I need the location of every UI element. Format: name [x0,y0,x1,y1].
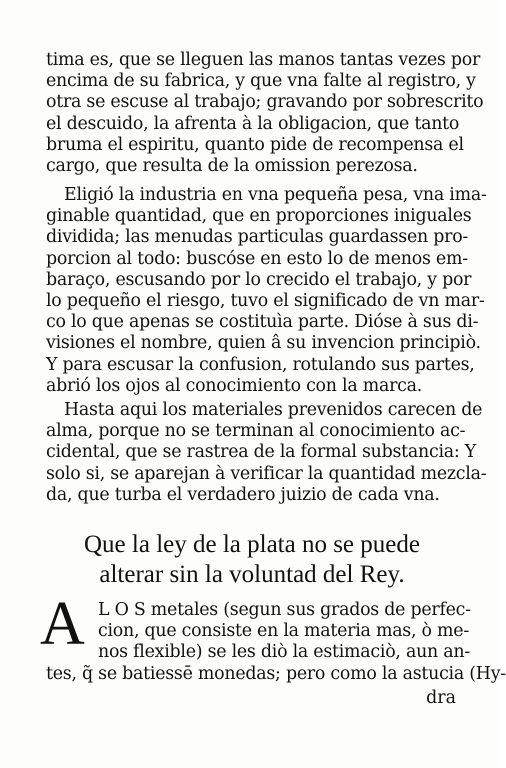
catchword: dra [426,688,456,708]
text-line: el descuido, la afrenta à la obligacion, que tanto [46,113,460,134]
section-heading [40,530,464,590]
text-line: encima de su fabrica, y que vna falte al registro, y [46,71,476,92]
text-line: cidental, que se rastrea de la formal substancia: Y [46,442,476,463]
text-line: ginable quantidad, que en proporciones iniguales [46,206,472,227]
paragraph-3 [46,400,487,506]
text-line: Y para escusar la confusion, rotulando sus partes, [46,354,475,375]
heading-line: Que la ley de la plata no se puede [84,531,420,558]
text-line: Eligió la industria en vna pequeña pesa, vna ima- [64,185,487,205]
text-line: otra se escuse al trabajo; gravando por sobrescrito [46,92,484,113]
text-line: lo pequeño el riesgo, tuvo el significado de vn mar- [46,290,485,311]
text-line: L O S metales (segun sus grados de perfec- [98,600,471,620]
heading-line: alterar sin la voluntad del Rey. [99,561,405,588]
text-line: bruma el espiritu, quanto pide de recompensa el [46,134,464,155]
text-line: tima es, que se lleguen las manos tantas vezes por [46,50,481,70]
text-line: dividida; las menudas particulas guardassen pro- [46,227,469,248]
text-line: solo si, se aparejan à verificar la quantidad mezcla- [46,463,487,484]
drop-cap: A [40,590,85,658]
paragraph-4 [46,600,506,685]
text-line: tes, q̃ se batiessē monedas; pero como la astucia (Hy- [46,663,506,684]
text-line: baraço, escusando por lo crecido el trabajo, y por [46,269,472,290]
paragraph-2 [46,185,487,397]
text-line: porcion al todo: buscóse en esto lo de menos em- [46,248,468,269]
text-line: co lo que apenas se costituìa parte. Dióse à sus di- [46,312,479,333]
text-line: abrió los ojos al conocimiento con la marca. [46,375,423,396]
text-line: alma, porque no se terminan al conocimiento ac- [46,421,466,442]
text-line: da, que turba el verdadero juizio de cada vna. [46,484,440,505]
paragraph-1 [46,50,484,177]
text-line: cargo, que resulta de la omission perezosa. [46,155,418,176]
text-line: cion, que consiste en la materia mas, ò me- [98,621,469,642]
text-line: Hasta aqui los materiales prevenidos carecen de [64,400,483,420]
text-line: visiones el nombre, quien â su invencion principiò. [46,333,481,354]
text-line: nos flexible) se les diò la estimaciò, aun an- [98,642,470,663]
